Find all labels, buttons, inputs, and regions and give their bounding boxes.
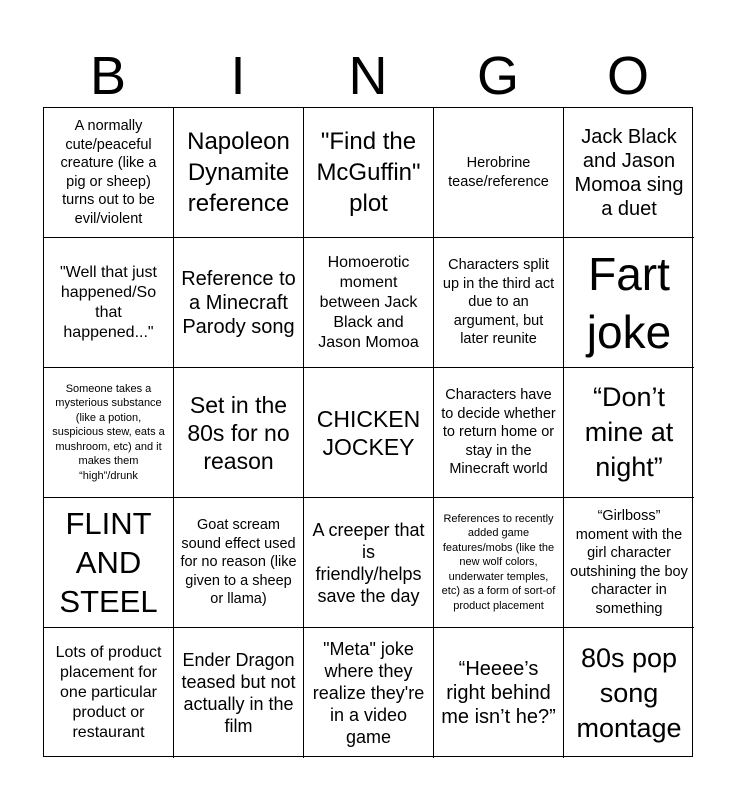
cell-text: “Don’t mine at night” <box>584 382 674 482</box>
cell-text: Ender Dragon teased but not actually in the film <box>181 650 296 736</box>
cell-text: CHICKEN JOCKEY <box>316 405 421 460</box>
header-letter-b: B <box>89 46 127 106</box>
cell-text: Herobrine tease/reference <box>448 155 549 190</box>
bingo-cell[interactable] <box>304 108 434 238</box>
bingo-cell[interactable] <box>564 498 694 628</box>
cell-text: Someone takes a mysterious substance (like a potion, suspicious stew, eats a mushroom, etc) and it makes them “high”/drunk <box>52 382 165 482</box>
bingo-cell[interactable] <box>44 368 174 498</box>
bingo-cell[interactable] <box>564 238 694 368</box>
cell-text: Characters have to decide whether to return home or stay in the Minecraft world <box>441 387 556 478</box>
cell-text: Reference to a Minecraft Parody song <box>181 267 296 338</box>
header-letter-o: O <box>606 46 649 106</box>
bingo-grid <box>43 107 693 757</box>
cell-text: Jack Black and Jason Momoa sing a duet <box>574 125 684 220</box>
cell-text: “Heeee’s right behind me isn’t he?” <box>441 658 556 728</box>
cell-text: Characters split up in the third act due to an argument, but later reunite <box>442 257 555 348</box>
cell-text: “Girlboss” moment with the girl character outshining the boy character in something <box>570 508 688 617</box>
cell-text: A normally cute/peaceful creature (like a pig or sheep) turns out to be evil/violent <box>60 118 157 227</box>
bingo-cell[interactable] <box>174 238 304 368</box>
bingo-cell[interactable] <box>434 238 564 368</box>
cell-text: A creeper that is friendly/helps save the day <box>312 519 425 606</box>
cell-text: References to recently added game features/mobs (like the new wolf colors, underwater temples, etc) as a form of sort-of product placement <box>441 512 556 612</box>
cell-text: FLINT AND STEEL <box>59 506 158 619</box>
bingo-header <box>43 44 693 108</box>
bingo-cell[interactable] <box>44 108 174 238</box>
cell-text: Napoleon Dynamite reference <box>187 128 290 217</box>
bingo-cell[interactable] <box>564 628 694 758</box>
cell-text: Goat scream sound effect used for no reason (like given to a sheep or llama) <box>180 517 297 608</box>
bingo-cell[interactable] <box>174 108 304 238</box>
bingo-cell[interactable] <box>434 498 564 628</box>
bingo-cell[interactable] <box>304 238 434 368</box>
bingo-cell[interactable] <box>304 368 434 498</box>
bingo-cell[interactable] <box>434 628 564 758</box>
bingo-cell[interactable] <box>304 498 434 628</box>
bingo-cell[interactable] <box>174 368 304 498</box>
bingo-cell[interactable] <box>434 108 564 238</box>
cell-text: Set in the 80s for no reason <box>187 391 290 474</box>
bingo-cell[interactable] <box>44 498 174 628</box>
bingo-cell[interactable] <box>44 238 174 368</box>
bingo-cell[interactable] <box>44 628 174 758</box>
bingo-cell[interactable] <box>304 628 434 758</box>
bingo-cell[interactable] <box>434 368 564 498</box>
cell-text: "Well that just happened/So that happened..." <box>60 263 157 341</box>
bingo-cell[interactable] <box>564 108 694 238</box>
header-letter-i: I <box>230 46 246 106</box>
header-letter-g: G <box>476 46 519 106</box>
bingo-cell[interactable] <box>174 498 304 628</box>
cell-text: Homoerotic moment between Jack Black and Jason Momoa <box>318 253 419 351</box>
cell-text: "Meta" joke where they realize they're in a video game <box>312 639 425 747</box>
bingo-cell[interactable] <box>174 628 304 758</box>
header-letter-n: N <box>348 46 388 106</box>
cell-text: 80s pop song montage <box>576 642 682 743</box>
cell-text: "Find the McGuffin" plot <box>316 128 421 217</box>
cell-text: Lots of product placement for one particular product or restaurant <box>55 644 162 741</box>
bingo-cell[interactable] <box>564 368 694 498</box>
cell-text: Fart joke <box>586 247 672 358</box>
